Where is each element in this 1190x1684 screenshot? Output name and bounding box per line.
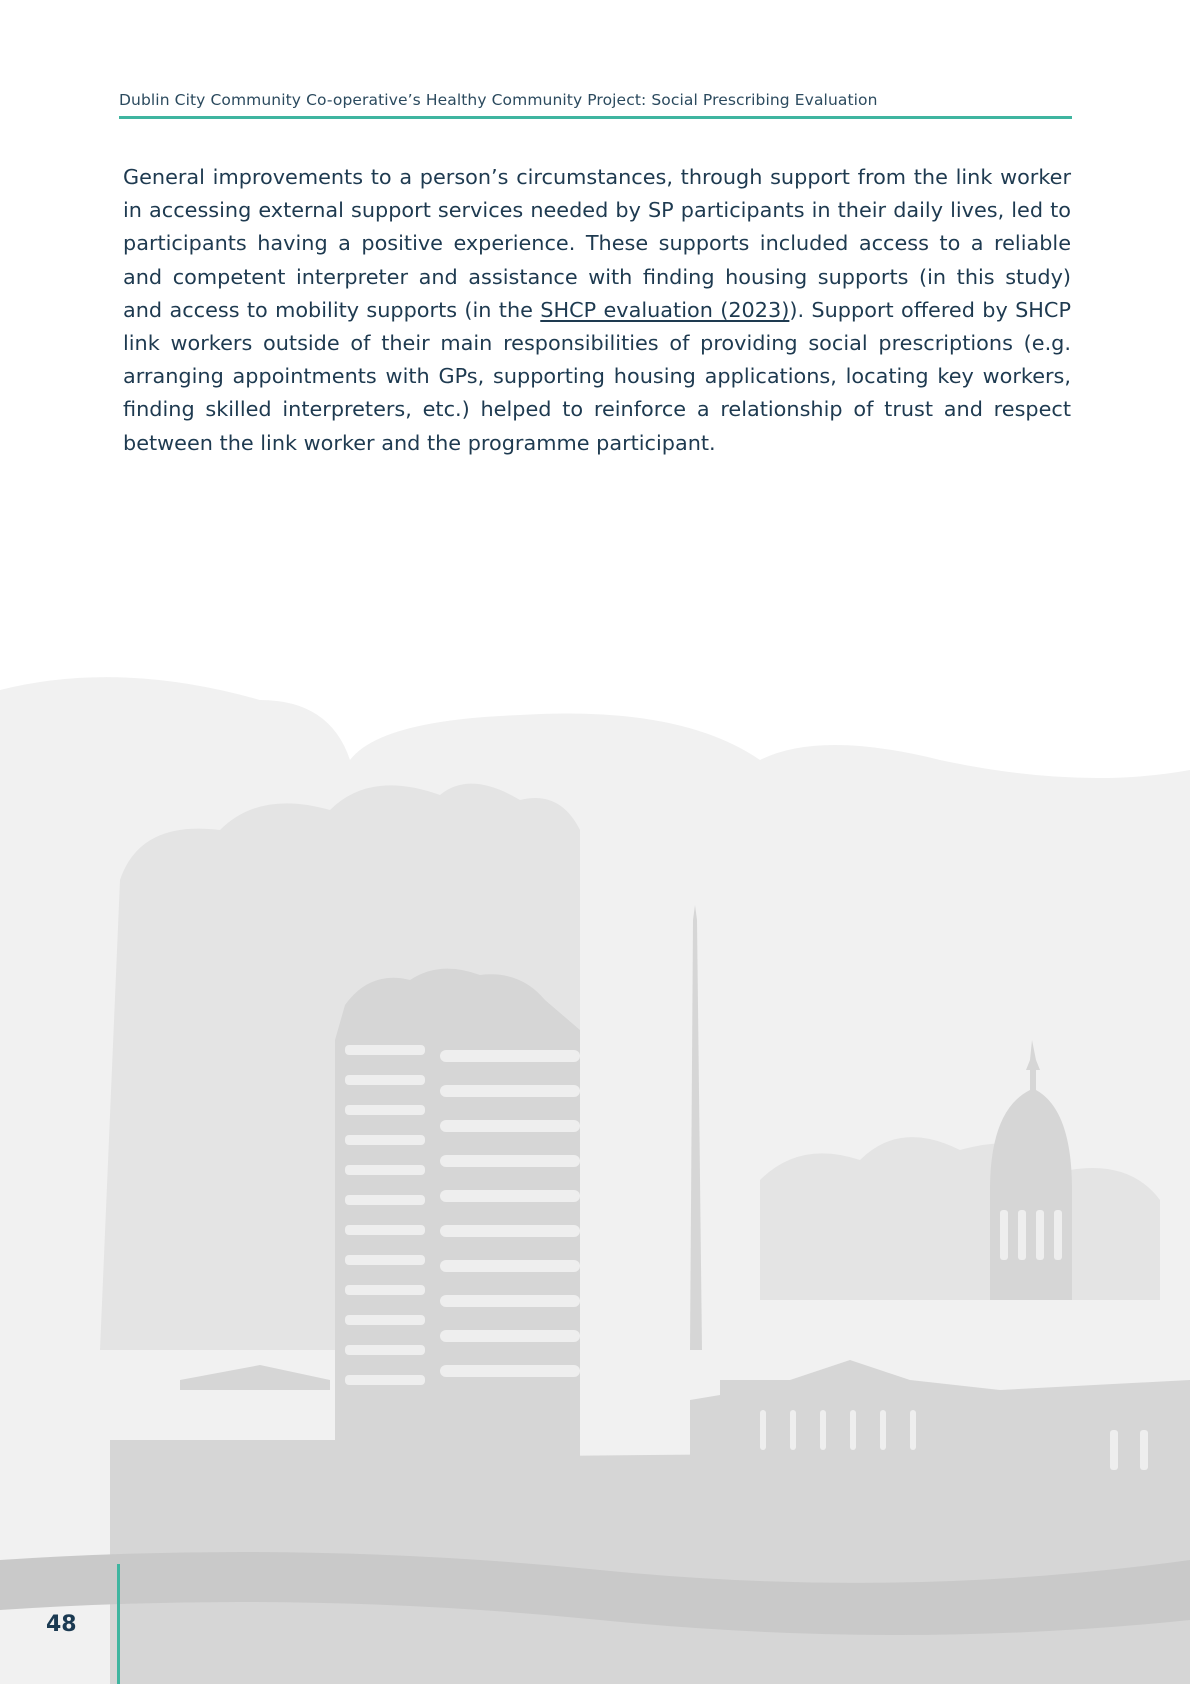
paragraph-text-start: General improvements to a person’s circumstances, through support from the link worker in accessing external support services needed by SP participants in their daily lives, led to participants having a positive experience. These supports included access to a reliable and competent interpreter and assistance with finding housing supports (in this study) and access to mobility supports (in the: [123, 165, 1071, 322]
page-number: 48: [46, 1612, 77, 1637]
paragraph-text-end: ). Support offered by SHCP link workers outside of their main responsibilities of providing social prescriptions (e.g. arranging appointments with GPs, supporting housing applications, locating key workers, finding skilled interpreters, etc.) helped to reinforce a relationship of trust and respect between the link worker and the programme participant.: [123, 297, 1071, 455]
body-paragraph: [123, 161, 1071, 460]
footer-divider: [117, 1564, 120, 1684]
header-divider: [119, 116, 1072, 119]
running-header: Dublin City Community Co-operative’s Healthy Community Project: Social Prescribing Evaluation: [119, 91, 878, 109]
shcp-evaluation-link[interactable]: SHCP evaluation (2023): [540, 297, 790, 322]
